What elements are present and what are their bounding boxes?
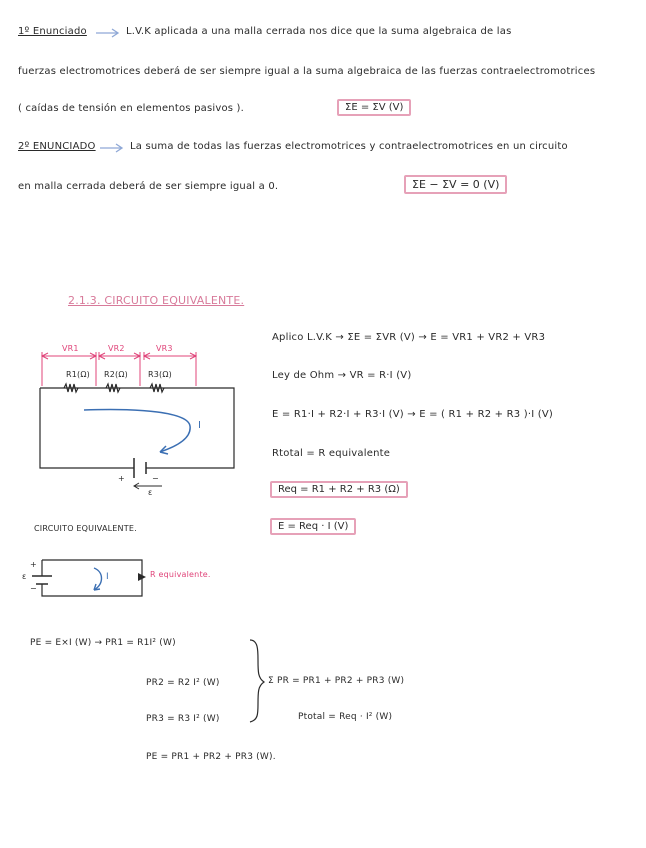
formula-box-enunciado-1: ΣE = ΣV (V) xyxy=(337,99,411,116)
enunciado-2-line-2: en malla cerrada deberá de ser siempre igual a 0. xyxy=(18,181,279,192)
equiv-label-plus: + xyxy=(30,560,37,569)
enunciado-1-line-1: L.V.K aplicada a una malla cerrada nos dice que la suma algebraica de las xyxy=(126,26,512,37)
formula-box-e: E = Req · I (V) xyxy=(270,518,356,535)
enunciado-1-label: 1º Enunciado xyxy=(18,26,87,37)
label-emf: ε xyxy=(148,488,153,497)
label-vr1: VR1 xyxy=(62,344,79,353)
label-vr2: VR2 xyxy=(108,344,125,353)
section-heading-text: 2.1.3. CIRCUITO EQUIVALENTE. xyxy=(68,294,245,307)
equation-sum: E = R1·I + R2·I + R3·I (V) → E = ( R1 + R2 + R3 )·I (V) xyxy=(272,409,553,420)
power-pe: PE = E×I (W) → PR1 = R1I² (W) xyxy=(30,638,176,648)
power-pr3: PR3 = R3 I² (W) xyxy=(146,714,220,724)
enunciado-1-line-3: ( caídas de tensión en elementos pasivos ). xyxy=(18,103,245,114)
equiv-label-minus: − xyxy=(30,584,37,593)
power-pr2: PR2 = R2 I² (W) xyxy=(146,678,220,688)
equiv-label-req: R equivalente. xyxy=(150,570,211,579)
power-ptotal: Ptotal = Req · I² (W) xyxy=(298,712,393,722)
formula-box-enunciado-2: ΣE − ΣV = 0 (V) xyxy=(404,175,507,194)
equation-ohm: Ley de Ohm → VR = R·I (V) xyxy=(272,370,412,381)
label-r1: R1(Ω) xyxy=(66,370,91,379)
label-vr3: VR3 xyxy=(156,344,173,353)
equation-rtotal: Rtotal = R equivalente xyxy=(272,448,391,459)
formula-box-req: Req = R1 + R2 + R3 (Ω) xyxy=(270,481,408,498)
label-r2: R2(Ω) xyxy=(104,370,129,379)
label-minus: − xyxy=(152,474,159,483)
enunciado-1-line-2: fuerzas electromotrices deberá de ser siempre igual a la suma algebraica de las fuerzas contraelectromotrices xyxy=(18,66,596,77)
label-current-i: I xyxy=(198,420,202,431)
equation-lvk: Aplico L.V.K → ΣE = ΣVR (V) → E = VR1 + VR2 + VR3 xyxy=(272,332,546,343)
power-pe-sum: PE = PR1 + PR2 + PR3 (W). xyxy=(146,752,276,762)
power-sum: Σ PR = PR1 + PR2 + PR3 (W) xyxy=(268,676,405,686)
equivalent-circuit-title: CIRCUITO EQUIVALENTE. xyxy=(34,524,137,533)
equiv-label-emf: ε xyxy=(22,572,27,581)
equiv-label-current: I xyxy=(106,572,109,582)
label-plus: + xyxy=(118,474,125,483)
label-r3: R3(Ω) xyxy=(148,370,173,379)
enunciado-2-line-1: La suma de todas las fuerzas electromotrices y contraelectromotrices en un circuito xyxy=(130,141,568,152)
enunciado-2-label: 2º ENUNCIADO xyxy=(18,141,96,152)
